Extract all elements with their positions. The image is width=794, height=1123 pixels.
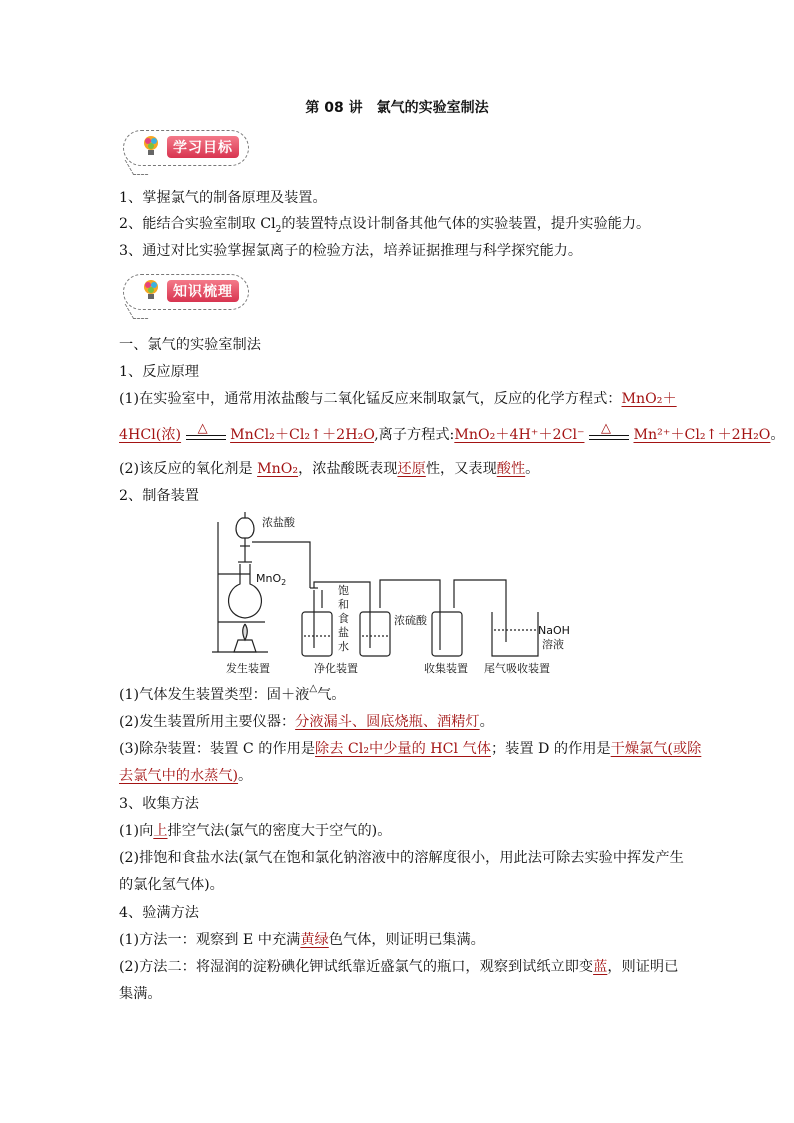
collection-line-3: 的氯化氢气体)。	[119, 877, 224, 893]
label-conc-h2so4: 浓硫酸	[394, 614, 427, 627]
caption-absorber: 尾气吸收装置	[484, 662, 550, 675]
lightbulb-icon	[141, 134, 161, 158]
collection-line-2: (2)排饱和食盐水法(氯气在饱和氯化钠溶液中的溶解度很小，用此法可除去实验中挥发产生	[119, 850, 684, 866]
subsection-heading: 4、验满方法	[119, 905, 199, 921]
oxidant-line: (2)该反应的氧化剂是 MnO₂，浓盐酸既表现还原性，又表现酸性。	[119, 461, 540, 477]
purification-line-2: 去氯气中的水蒸气)。	[119, 768, 253, 784]
label-saltwater-3: 食	[338, 612, 349, 625]
learning-objectives-badge	[119, 126, 249, 178]
label-saltwater-5: 水	[338, 640, 349, 653]
subsection-heading: 3、收集方法	[119, 796, 199, 812]
collection-line-1: (1)向上排空气法(氯气的密度大于空气的)。	[119, 823, 392, 839]
subsection-heading: 1、反应原理	[119, 364, 199, 380]
verify-line-1: (1)方法一：观察到 E 中充满黄绿色气体，则证明已集满。	[119, 932, 485, 948]
knowledge-summary-badge	[119, 270, 249, 322]
caption-collector: 收集装置	[424, 662, 468, 675]
purification-line-1: (3)除杂装置：装置 C 的作用是除去 Cl₂中少量的 HCl 气体；装置 D 的作用是干燥氯气(或除	[119, 741, 702, 757]
badge-label: 学习目标	[167, 136, 239, 158]
section-heading: 一、氯气的实验室制法	[119, 337, 261, 353]
label-saltwater-1: 饱	[338, 584, 349, 597]
heat-condition-mark: △	[589, 427, 629, 443]
generator-type-line: (1)气体发生装置类型：固＋液△气。	[119, 683, 346, 703]
apparatus-diagram	[210, 512, 590, 678]
objective-2: 2、能结合实验室制取 $Cl_2$的装置特点设计制备其他气体的实验装置，提升实验能力。	[119, 216, 651, 235]
subsection-heading: 2、制备装置	[119, 488, 199, 504]
heat-condition-mark: △	[186, 427, 226, 443]
badge-label: 知识梳理	[167, 280, 239, 302]
verify-line-2: (2)方法二：将湿润的淀粉碘化钾试纸靠近盛氯气的瓶口，观察到试纸立即变蓝，则证明已	[119, 959, 679, 975]
label-solution: 溶液	[542, 638, 564, 651]
instruments-line: (2)发生装置所用主要仪器：分液漏斗、圆底烧瓶、酒精灯。	[119, 714, 494, 730]
reaction-principle-line-2: 4HCl(浓) △ MnCl₂＋Cl₂↑＋2H₂O,离子方程式:MnO₂＋4H⁺＋2Cl⁻ △ Mn²⁺＋Cl₂↑＋2H₂O。	[119, 421, 785, 443]
label-conc-hcl: 浓盐酸	[262, 516, 295, 529]
label-saltwater-2: 和	[338, 598, 349, 611]
page-title: 第 08 讲 氯气的实验室制法	[305, 100, 489, 116]
objective-3: 3、通过对比实验掌握氯离子的检验方法，培养证据推理与科学探究能力。	[119, 243, 583, 259]
caption-purifier: 净化装置	[314, 662, 358, 675]
verify-line-3: 集满。	[119, 986, 162, 1002]
label-saltwater-4: 盐	[338, 626, 349, 639]
caption-generator: 发生装置	[226, 662, 270, 675]
lightbulb-icon	[141, 278, 161, 302]
label-naoh: NaOH	[538, 624, 570, 637]
reaction-principle-line-1: (1)在实验室中，通常用浓盐酸与二氧化锰反应来制取氯气，反应的化学方程式：MnO₂＋	[119, 391, 677, 407]
objective-1: 1、掌握氯气的制备原理及装置。	[119, 190, 327, 206]
label-mno2: MnO$_2$	[256, 572, 287, 587]
